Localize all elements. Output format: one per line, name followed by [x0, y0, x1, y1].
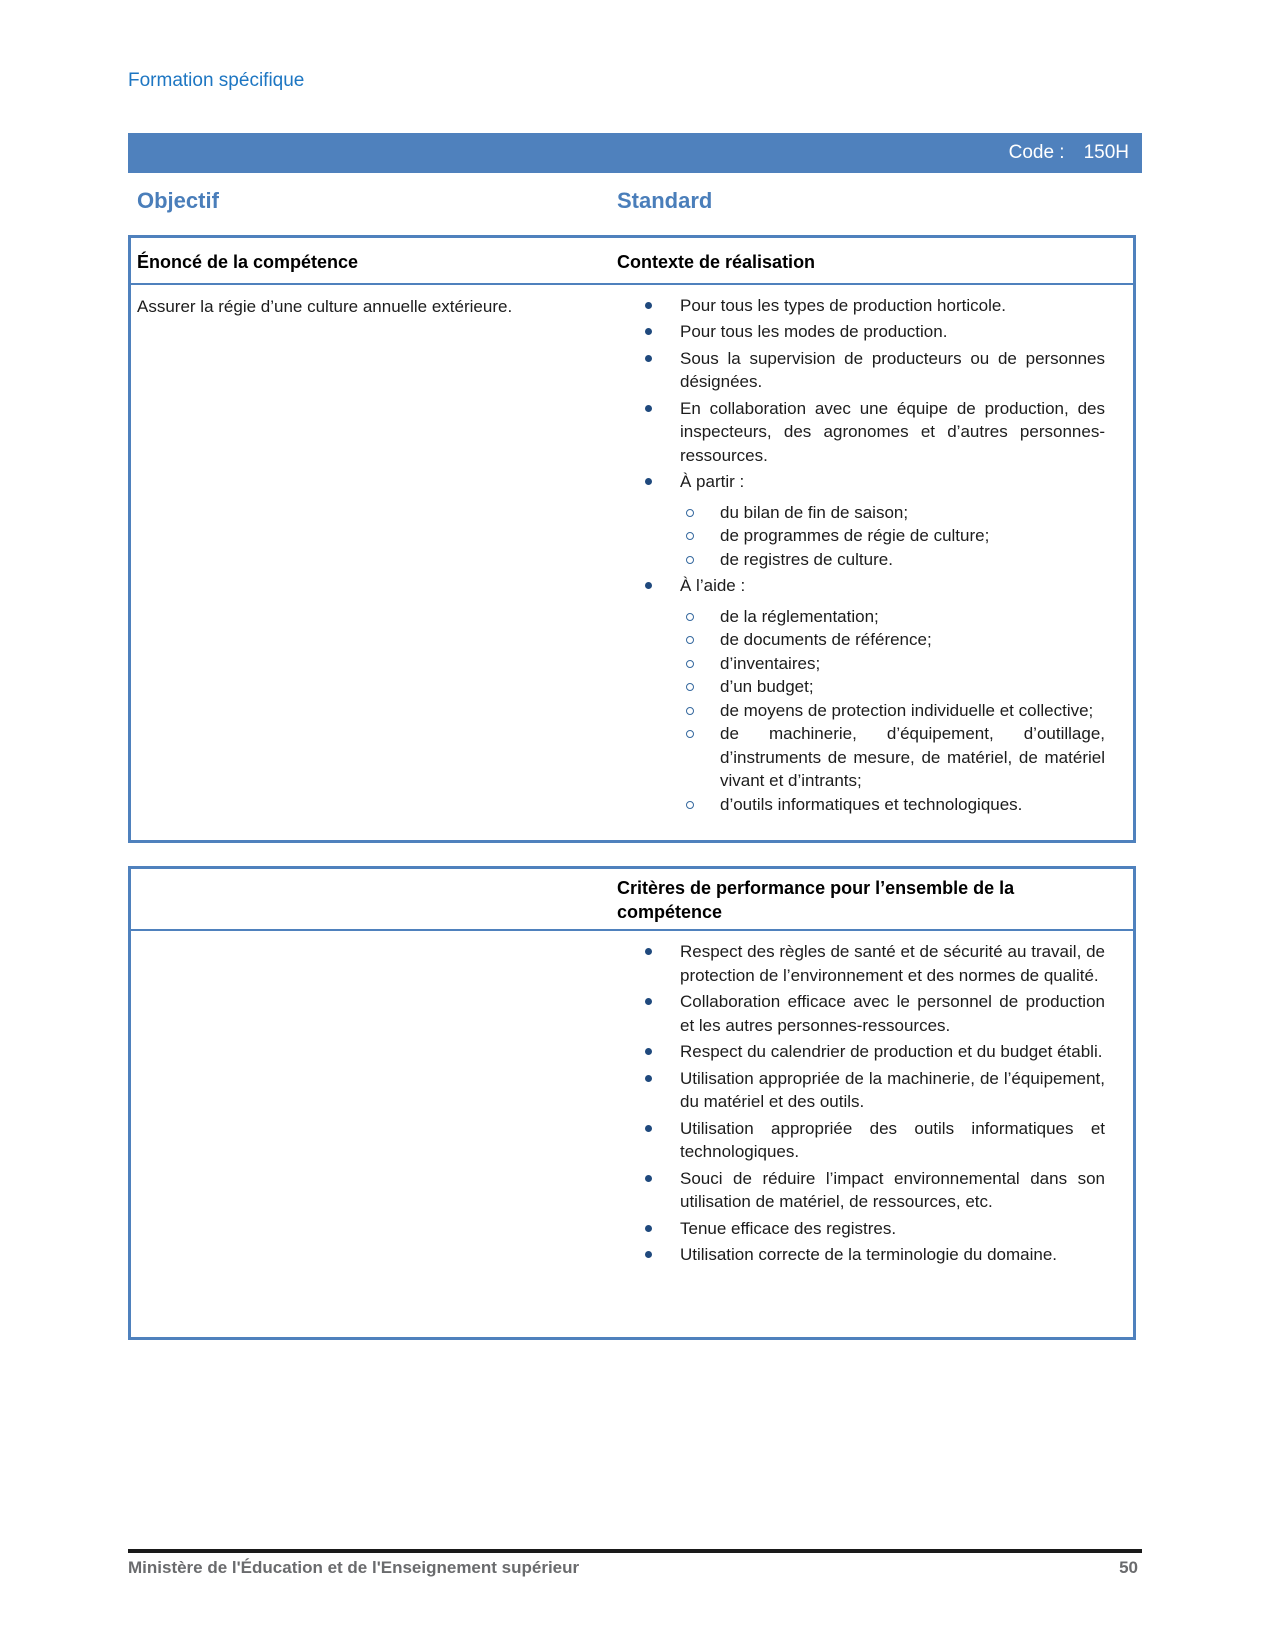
list-subitem: [600, 524, 1105, 548]
item-text: Tenue efficace des registres.: [680, 1218, 897, 1238]
item-text: Collaboration efficace avec le personnel de production et les autres personnes-ressources.: [680, 992, 1105, 1035]
list-subitem: [600, 548, 1105, 572]
item-text: Respect des règles de santé et de sécurité au travail, de protection de l’environnement et des normes de qualité.: [680, 942, 1105, 985]
code-bar: [128, 133, 1142, 173]
list-item: [600, 1040, 1105, 1064]
competence-table-header: [131, 238, 1133, 285]
bullet-icon: [645, 1125, 652, 1132]
contexte-header: Contexte de réalisation: [617, 252, 816, 272]
item-text: Respect du calendrier de production et du budget établi.: [680, 1042, 1103, 1061]
list-item: [600, 1243, 1105, 1267]
list-item: [600, 940, 1105, 987]
item-text: d’inventaires;: [720, 653, 821, 673]
bullet-icon: [645, 302, 652, 309]
list-item: [600, 990, 1105, 1037]
circle-bullet-icon: [686, 532, 694, 540]
criteres-table-header: [131, 869, 1133, 931]
item-text: Souci de réduire l’impact environnemental dans son utilisation de matériel, de ressources, etc.: [680, 1168, 1105, 1211]
ministry-name: Ministère de l'Éducation et de l'Enseignement supérieur: [128, 1558, 580, 1577]
item-text: de documents de référence;: [720, 630, 932, 649]
item-text: du bilan de fin de saison;: [720, 502, 909, 522]
circle-bullet-icon: [686, 730, 694, 738]
bullet-icon: [645, 1175, 652, 1182]
list-item: [600, 294, 1105, 318]
enonce-header: Énoncé de la compétence: [137, 252, 359, 272]
empty-header-cell: [131, 869, 600, 929]
code-label: Code :: [1008, 142, 1065, 163]
item-text: de registres de culture.: [720, 549, 893, 569]
item-text: À l’aide :: [680, 576, 746, 595]
list-item: [600, 347, 1105, 394]
list-item: [600, 320, 1105, 344]
list-subitem: [600, 722, 1105, 793]
bullet-icon: [645, 1048, 652, 1055]
list-subitem: [600, 675, 1105, 699]
bullet-icon: [645, 1225, 652, 1232]
section-label: Formation spécifique: [128, 70, 305, 91]
item-text: d’un budget;: [720, 677, 814, 696]
list-subitem: [600, 628, 1105, 652]
objectif-heading: Objectif: [137, 188, 219, 213]
circle-bullet-icon: [686, 636, 694, 644]
circle-bullet-icon: [686, 613, 694, 621]
item-text: Pour tous les modes de production.: [680, 322, 948, 341]
list-item: [600, 1117, 1105, 1164]
circle-bullet-icon: [686, 801, 694, 809]
list-subitem: [600, 699, 1105, 723]
competence-table: [128, 235, 1136, 843]
bullet-icon: [645, 998, 652, 1005]
item-text: Utilisation appropriée de la machinerie, de l’équipement, du matériel et des outils.: [680, 1068, 1105, 1111]
list-item: [600, 397, 1105, 468]
criteres-table-body: [131, 931, 1133, 1267]
circle-bullet-icon: [686, 683, 694, 691]
bullet-icon: [645, 1075, 652, 1082]
list-item: [600, 470, 1105, 494]
item-text: À partir :: [680, 472, 745, 491]
item-text: de la réglementation;: [720, 606, 879, 626]
bullet-icon: [645, 1251, 652, 1258]
criteria-list: [600, 931, 1133, 1267]
item-text: de moyens de protection individuelle et collective;: [720, 700, 1094, 720]
item-text: Utilisation appropriée des outils informatiques et technologiques.: [680, 1118, 1105, 1161]
criteres-table: [128, 866, 1136, 1340]
list-item: [600, 1067, 1105, 1114]
list-subitem: [600, 605, 1105, 629]
bullet-icon: [645, 405, 652, 412]
bullet-icon: [645, 355, 652, 362]
item-text: de programmes de régie de culture;: [720, 526, 990, 545]
item-text: Sous la supervision de producteurs ou de personnes désignées.: [680, 348, 1105, 391]
circle-bullet-icon: [686, 509, 694, 517]
code-value: 150H: [1083, 142, 1129, 163]
competence-cell: [131, 285, 600, 817]
bullet-icon: [645, 948, 652, 955]
item-text: En collaboration avec une équipe de production, des inspecteurs, des agronomes et d’autres personnes-ressources.: [680, 398, 1105, 465]
bullet-icon: [645, 582, 652, 589]
circle-bullet-icon: [686, 707, 694, 715]
page-number: 50: [1119, 1558, 1138, 1577]
footer-rule: [128, 1549, 1142, 1553]
item-text: Pour tous les types de production horticole.: [680, 295, 1007, 315]
list-item: [600, 574, 1105, 598]
bullet-icon: [645, 478, 652, 485]
list-subitem: [600, 793, 1105, 817]
footer: [128, 1558, 1138, 1578]
competence-statement: Assurer la régie d’une culture annuelle extérieure.: [137, 296, 513, 316]
list-item: [600, 1167, 1105, 1214]
standard-heading: Standard: [617, 188, 713, 213]
bullet-icon: [645, 328, 652, 335]
empty-cell: [131, 931, 600, 1267]
list-subitem: [600, 501, 1105, 525]
list-item: [600, 1217, 1105, 1241]
context-list: [600, 285, 1133, 817]
competence-table-body: [131, 285, 1133, 817]
item-text: Utilisation correcte de la terminologie du domaine.: [680, 1245, 1058, 1264]
circle-bullet-icon: [686, 660, 694, 668]
criteres-header: Critères de performance pour l’ensemble de la compétence: [617, 878, 1015, 922]
list-subitem: [600, 652, 1105, 676]
item-text: de machinerie, d’équipement, d’outillage, d’instruments de mesure, de matériel, de matériel vivant et d’intrants;: [720, 724, 1105, 790]
item-text: d’outils informatiques et technologiques.: [720, 794, 1023, 814]
circle-bullet-icon: [686, 556, 694, 564]
